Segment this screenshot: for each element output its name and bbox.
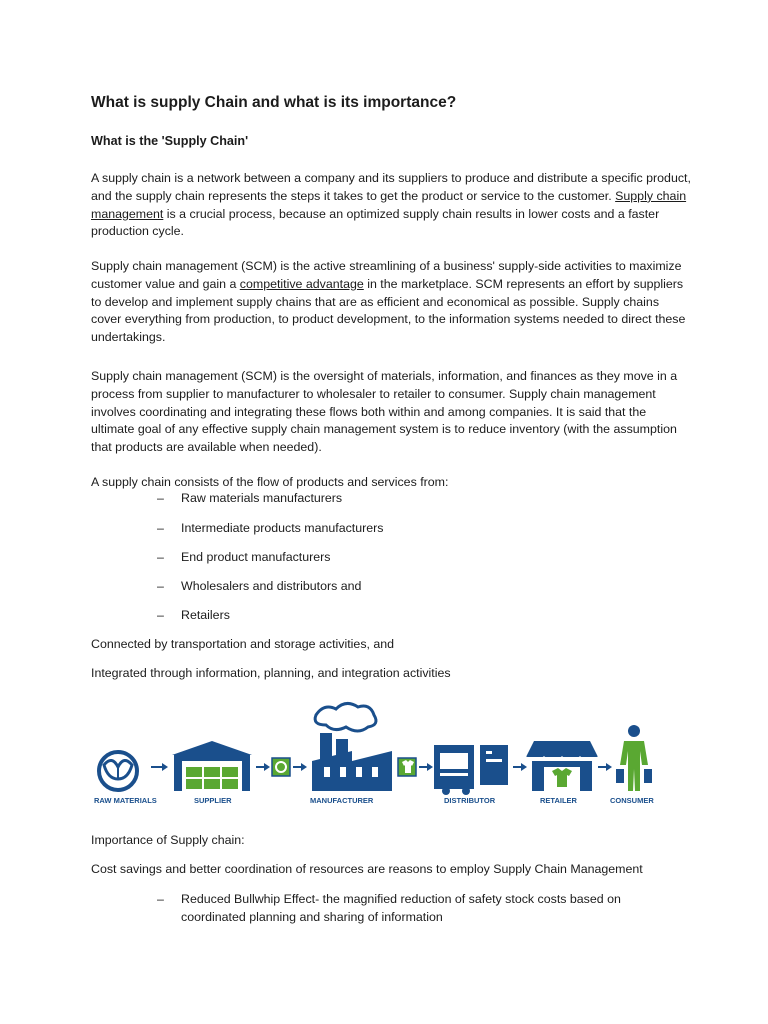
warehouse-icon xyxy=(172,741,252,791)
list-item xyxy=(157,491,342,505)
list-item-text: Intermediate products manufacturers xyxy=(181,521,384,535)
paragraph-2-text-b: in the marketplace. SCM represents an effort by suppliers to develop and implement supply chains that are as efficient and economical as possible. Supply chains cover everything from production, to product development, to the information systems needed to direct these undertakings. xyxy=(91,276,686,345)
arrow-right-icon xyxy=(293,763,307,771)
paragraph-2-text-a: Supply chain management (SCM) is the active streamlining of a business' supply-side activities to maximize customer value and gain a xyxy=(91,259,682,291)
list-item xyxy=(157,579,361,593)
arrow-right-icon xyxy=(151,763,168,771)
list-item-text: End product manufacturers xyxy=(181,550,331,564)
list-item-text: Raw materials manufacturers xyxy=(181,491,343,505)
paragraph-1 xyxy=(91,170,691,241)
section-heading-supply-chain: What is the 'Supply Chain' xyxy=(91,134,249,148)
link-competitive-advantage[interactable]: competitive advantage xyxy=(239,276,364,291)
list-item-text: Retailers xyxy=(181,608,230,622)
store-icon xyxy=(526,741,598,791)
list-item xyxy=(157,550,330,564)
bullet-dash: – xyxy=(157,491,164,505)
bullet-dash: – xyxy=(157,550,164,564)
importance-heading: Importance of Supply chain: xyxy=(91,833,245,847)
arrow-right-icon xyxy=(598,763,612,771)
factory-icon xyxy=(312,703,392,791)
diagram-label-retailer: RETAILER xyxy=(540,796,577,805)
paragraph-1-text-a: A supply chain is a network between a company and its suppliers to produce and distribute a specific product, and the supply chain represents the steps it takes to get the product or service to the customer. xyxy=(91,171,691,203)
diagram-label-consumer: CONSUMER xyxy=(610,796,654,805)
diagram-label-manufacturer: MANUFACTURER xyxy=(310,796,374,805)
bullet-dash: – xyxy=(157,521,164,535)
arrow-right-icon xyxy=(419,763,433,771)
list-item xyxy=(157,521,383,535)
list-item xyxy=(157,890,657,926)
link-supply-chain-management[interactable]: Supply chain management xyxy=(91,188,687,221)
list-item-text: Reduced Bullwhip Effect- the magnified reduction of safety stock costs based on coordinated planning and sharing of information xyxy=(181,892,621,924)
paragraph-3: Supply chain management (SCM) is the oversight of materials, information, and finances as they move in a process from supplier to manufacturer to wholesaler to retailer to consumer. Supply chain management involves coordinating and integrating these flows both within and among companies. It is said that the ultimate goal of any effective supply chain management system is to reduce inventory (with the assumption that products are available when needed). xyxy=(91,369,678,455)
diagram-label-distributor: DISTRIBUTOR xyxy=(444,796,496,805)
truck-icon xyxy=(434,745,508,795)
cotton-icon xyxy=(99,752,137,790)
arrow-right-icon xyxy=(256,763,270,771)
flow-intro: A supply chain consists of the flow of products and services from: xyxy=(91,475,449,489)
material-box-icon xyxy=(272,758,290,776)
consumer-icon xyxy=(616,725,652,791)
page-title: What is supply Chain and what is its importance? xyxy=(91,94,457,111)
supply-chain-diagram xyxy=(88,695,668,810)
bullet-dash: – xyxy=(157,579,164,593)
shirt-box-icon xyxy=(398,758,416,776)
paragraph-1-text-b: is a crucial process, because an optimized supply chain results in lower costs and a faster production cycle. xyxy=(91,206,660,239)
connected-line: Connected by transportation and storage activities, and xyxy=(91,637,395,651)
diagram-label-raw-materials: RAW MATERIALS xyxy=(94,796,157,805)
list-item xyxy=(157,608,230,622)
list-item-text: Wholesalers and distributors and xyxy=(181,579,362,593)
integrated-line: Integrated through information, planning, and integration activities xyxy=(91,666,451,680)
arrow-right-icon xyxy=(513,763,527,771)
bullet-dash: – xyxy=(157,608,164,622)
diagram-label-supplier: SUPPLIER xyxy=(194,796,232,805)
importance-intro: Cost savings and better coordination of resources are reasons to employ Supply Chain Management xyxy=(91,862,643,876)
paragraph-2 xyxy=(91,258,691,347)
bullet-dash: – xyxy=(157,892,164,906)
